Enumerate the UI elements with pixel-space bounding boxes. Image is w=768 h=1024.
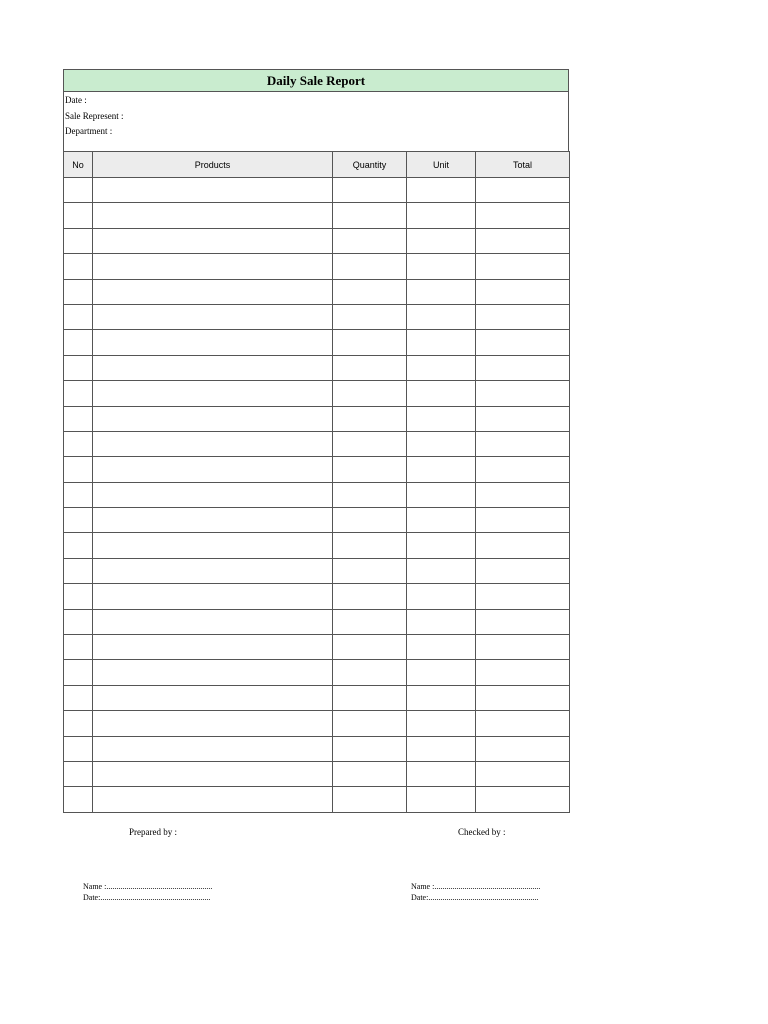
cell-quantity[interactable] [333, 355, 407, 380]
cell-unit[interactable] [407, 228, 476, 253]
cell-total[interactable] [476, 711, 570, 736]
table-row [64, 558, 570, 583]
table-row [64, 330, 570, 355]
column-header-unit: Unit [407, 152, 476, 178]
cell-product[interactable] [93, 279, 333, 304]
sale-represent-field-label: Sale Represent : [65, 110, 124, 121]
cell-product[interactable] [93, 330, 333, 355]
prepared-date-line: Date:....................................................... [83, 893, 211, 902]
report-info-block [63, 92, 569, 151]
cell-no[interactable] [64, 761, 93, 786]
cell-product[interactable] [93, 609, 333, 634]
cell-unit[interactable] [407, 178, 476, 203]
cell-no[interactable] [64, 609, 93, 634]
cell-product[interactable] [93, 761, 333, 786]
cell-total[interactable] [476, 508, 570, 533]
table-row [64, 381, 570, 406]
table-row [64, 736, 570, 761]
sales-table [63, 151, 570, 813]
cell-total[interactable] [476, 279, 570, 304]
cell-quantity[interactable] [333, 330, 407, 355]
cell-product[interactable] [93, 508, 333, 533]
prepared-by-label: Prepared by : [129, 827, 177, 837]
cell-no[interactable] [64, 431, 93, 456]
cell-product[interactable] [93, 533, 333, 558]
cell-quantity[interactable] [333, 685, 407, 710]
cell-total[interactable] [476, 457, 570, 482]
table-row [64, 533, 570, 558]
cell-product[interactable] [93, 178, 333, 203]
cell-unit[interactable] [407, 355, 476, 380]
column-header-total: Total [476, 152, 570, 178]
cell-total[interactable] [476, 787, 570, 812]
cell-unit[interactable] [407, 279, 476, 304]
cell-unit[interactable] [407, 457, 476, 482]
cell-quantity[interactable] [333, 431, 407, 456]
cell-product[interactable] [93, 457, 333, 482]
table-row [64, 406, 570, 431]
cell-unit[interactable] [407, 381, 476, 406]
table-row [64, 279, 570, 304]
cell-no[interactable] [64, 178, 93, 203]
cell-no[interactable] [64, 406, 93, 431]
cell-product[interactable] [93, 431, 333, 456]
cell-unit[interactable] [407, 787, 476, 812]
cell-product[interactable] [93, 558, 333, 583]
cell-total[interactable] [476, 406, 570, 431]
cell-unit[interactable] [407, 203, 476, 228]
cell-no[interactable] [64, 711, 93, 736]
cell-total[interactable] [476, 228, 570, 253]
cell-no[interactable] [64, 660, 93, 685]
cell-no[interactable] [64, 508, 93, 533]
cell-unit[interactable] [407, 635, 476, 660]
cell-quantity[interactable] [333, 584, 407, 609]
cell-total[interactable] [476, 635, 570, 660]
cell-quantity[interactable] [333, 254, 407, 279]
cell-quantity[interactable] [333, 533, 407, 558]
table-row [64, 761, 570, 786]
cell-unit[interactable] [407, 330, 476, 355]
cell-total[interactable] [476, 558, 570, 583]
column-header-no: No [64, 152, 93, 178]
table-row [64, 584, 570, 609]
cell-quantity[interactable] [333, 304, 407, 329]
cell-quantity[interactable] [333, 609, 407, 634]
cell-total[interactable] [476, 660, 570, 685]
cell-total[interactable] [476, 685, 570, 710]
cell-product[interactable] [93, 711, 333, 736]
cell-no[interactable] [64, 685, 93, 710]
cell-unit[interactable] [407, 558, 476, 583]
cell-unit[interactable] [407, 736, 476, 761]
table-row [64, 228, 570, 253]
table-row [64, 711, 570, 736]
cell-quantity[interactable] [333, 457, 407, 482]
cell-total[interactable] [476, 761, 570, 786]
cell-no[interactable] [64, 355, 93, 380]
cell-unit[interactable] [407, 609, 476, 634]
table-row [64, 304, 570, 329]
cell-total[interactable] [476, 482, 570, 507]
cell-total[interactable] [476, 533, 570, 558]
cell-total[interactable] [476, 609, 570, 634]
cell-product[interactable] [93, 228, 333, 253]
checked-by-label: Checked by : [458, 827, 506, 837]
checked-name-line: Name :..................................................... [411, 882, 541, 891]
cell-total[interactable] [476, 203, 570, 228]
cell-total[interactable] [476, 355, 570, 380]
table-row [64, 787, 570, 812]
cell-no[interactable] [64, 736, 93, 761]
table-body [64, 178, 570, 813]
table-row [64, 685, 570, 710]
cell-quantity[interactable] [333, 406, 407, 431]
table-row [64, 635, 570, 660]
column-header-quantity: Quantity [333, 152, 407, 178]
cell-no[interactable] [64, 381, 93, 406]
cell-unit[interactable] [407, 254, 476, 279]
cell-product[interactable] [93, 685, 333, 710]
cell-unit[interactable] [407, 304, 476, 329]
cell-unit[interactable] [407, 711, 476, 736]
cell-no[interactable] [64, 533, 93, 558]
cell-no[interactable] [64, 558, 93, 583]
table-row [64, 203, 570, 228]
column-header-products: Products [93, 152, 333, 178]
cell-no[interactable] [64, 279, 93, 304]
cell-total[interactable] [476, 736, 570, 761]
cell-quantity[interactable] [333, 381, 407, 406]
cell-no[interactable] [64, 482, 93, 507]
cell-quantity[interactable] [333, 635, 407, 660]
cell-total[interactable] [476, 178, 570, 203]
cell-unit[interactable] [407, 660, 476, 685]
table-row [64, 508, 570, 533]
cell-unit[interactable] [407, 431, 476, 456]
cell-unit[interactable] [407, 533, 476, 558]
cell-quantity[interactable] [333, 787, 407, 812]
cell-total[interactable] [476, 330, 570, 355]
cell-product[interactable] [93, 406, 333, 431]
cell-product[interactable] [93, 787, 333, 812]
cell-product[interactable] [93, 635, 333, 660]
checked-date-line: Date:....................................................... [411, 893, 539, 902]
cell-quantity[interactable] [333, 711, 407, 736]
prepared-name-line: Name :..................................................... [83, 882, 213, 891]
cell-quantity[interactable] [333, 228, 407, 253]
cell-no[interactable] [64, 254, 93, 279]
table-row [64, 482, 570, 507]
cell-product[interactable] [93, 482, 333, 507]
cell-total[interactable] [476, 381, 570, 406]
department-field-label: Department : [65, 126, 113, 136]
table-header-row [64, 152, 570, 178]
cell-no[interactable] [64, 635, 93, 660]
cell-unit[interactable] [407, 482, 476, 507]
cell-quantity[interactable] [333, 558, 407, 583]
cell-total[interactable] [476, 584, 570, 609]
cell-quantity[interactable] [333, 203, 407, 228]
cell-no[interactable] [64, 457, 93, 482]
table-row [64, 431, 570, 456]
cell-no[interactable] [64, 787, 93, 812]
cell-product[interactable] [93, 584, 333, 609]
cell-no[interactable] [64, 203, 93, 228]
table-row [64, 660, 570, 685]
table-row [64, 254, 570, 279]
cell-product[interactable] [93, 304, 333, 329]
cell-unit[interactable] [407, 508, 476, 533]
cell-quantity[interactable] [333, 279, 407, 304]
cell-no[interactable] [64, 584, 93, 609]
date-field-label: Date : [65, 95, 87, 105]
cell-unit[interactable] [407, 685, 476, 710]
cell-quantity[interactable] [333, 660, 407, 685]
cell-total[interactable] [476, 254, 570, 279]
cell-product[interactable] [93, 736, 333, 761]
table-row [64, 178, 570, 203]
cell-unit[interactable] [407, 584, 476, 609]
cell-quantity[interactable] [333, 178, 407, 203]
cell-product[interactable] [93, 355, 333, 380]
table-row [64, 457, 570, 482]
cell-quantity[interactable] [333, 761, 407, 786]
report-sheet [63, 69, 569, 813]
cell-no[interactable] [64, 330, 93, 355]
table-row [64, 355, 570, 380]
cell-product[interactable] [93, 203, 333, 228]
cell-total[interactable] [476, 431, 570, 456]
report-title: Daily Sale Report [63, 69, 569, 92]
cell-total[interactable] [476, 304, 570, 329]
cell-unit[interactable] [407, 406, 476, 431]
cell-quantity[interactable] [333, 482, 407, 507]
cell-quantity[interactable] [333, 736, 407, 761]
cell-quantity[interactable] [333, 508, 407, 533]
cell-no[interactable] [64, 228, 93, 253]
cell-unit[interactable] [407, 761, 476, 786]
cell-product[interactable] [93, 254, 333, 279]
table-row [64, 609, 570, 634]
cell-product[interactable] [93, 660, 333, 685]
cell-product[interactable] [93, 381, 333, 406]
cell-no[interactable] [64, 304, 93, 329]
